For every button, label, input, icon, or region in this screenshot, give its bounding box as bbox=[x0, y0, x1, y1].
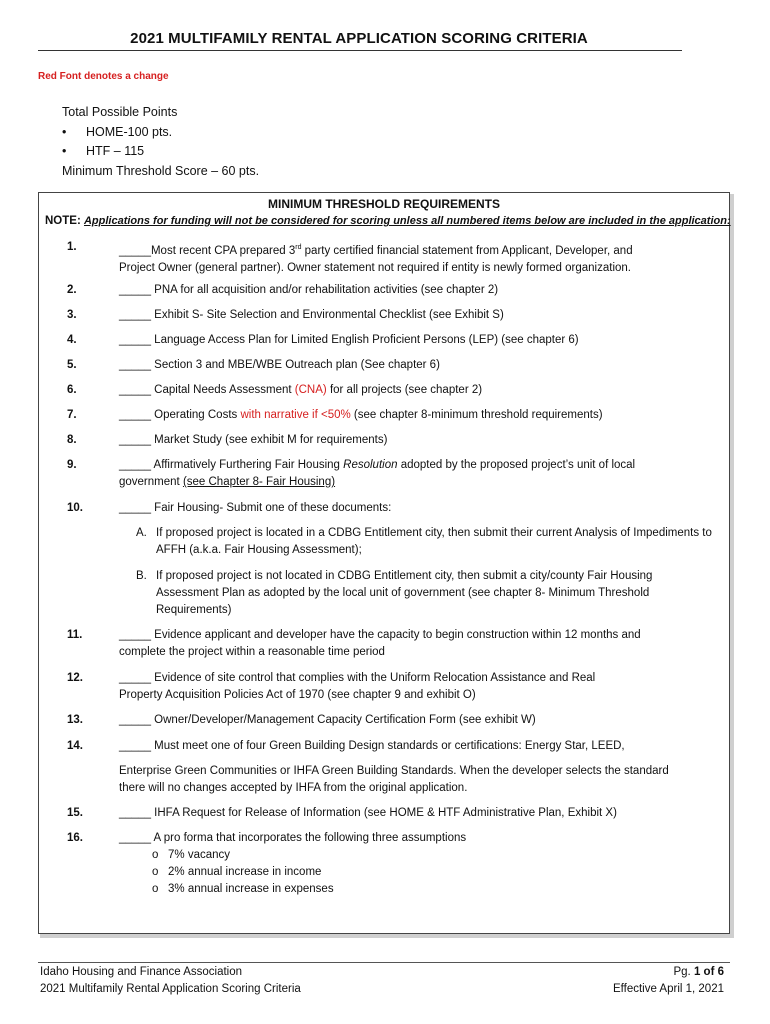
footer-doc: 2021 Multifamily Rental Application Scoring Criteria bbox=[40, 983, 301, 995]
requirements-note: NOTE: Applications for funding will not be considered for scoring unless all numbered items below are included in the application: bbox=[45, 215, 731, 227]
points-bullet: • HOME-100 pts. bbox=[62, 124, 173, 139]
change-text: with narrative if <50% bbox=[240, 409, 351, 421]
fair-housing-option: B. If proposed project is not located in CDBG Entitlement city, then submit a city/county Fair Housing Assessment Plan as adopted by the local unit of government (see chapter 8- Minimum Threshold Requirements) bbox=[136, 570, 653, 616]
red-font-note: Red Font denotes a change bbox=[38, 71, 169, 82]
total-points-section bbox=[62, 103, 259, 181]
change-text: (CNA) bbox=[294, 384, 327, 396]
points-bullet: • HTF – 115 bbox=[62, 144, 145, 158]
assumption-item: o 3% annual increase in expenses bbox=[152, 883, 334, 895]
assumption-item: o 2% annual increase in income bbox=[152, 866, 322, 878]
footer-left bbox=[40, 964, 301, 998]
points-heading: Total Possible Points bbox=[62, 105, 178, 119]
footer-divider bbox=[38, 962, 730, 963]
title-divider bbox=[38, 50, 682, 51]
footer-right bbox=[613, 964, 724, 998]
footer-org: Idaho Housing and Finance Association bbox=[40, 966, 243, 978]
page-title: 2021 MULTIFAMILY RENTAL APPLICATION SCORING CRITERIA bbox=[130, 30, 588, 47]
threshold-requirements-box: MINIMUM THRESHOLD REQUIREMENTS NOTE: Applications for funding will not be considered for scoring unless all numbered items below are included in the application: 1. _____Most recent CPA prepared 3rd party certified financial statement from Applicant, Developer, and Project Owner (general partner). Owner statement not required if entity is newly formed organization. 2. _____ PNA for all acquisition and/or rehabilitation activities (see chapter 2) 3. _____ Exhibit S- Site Selection and Environmental Checklist (see Exhibit S) 4. _____ Language Access Plan for Limited English Proficient Persons (LEP) (see chapter 6) 5. _____ Section 3 and MBE/WBE Outreach plan (See chapter 6) 6. _____ Capital Needs Assessment (CNA) for all projects (see chapter 2) 7. _____ Operating Costs with narrative if <50% (see chapter 8-minimum threshold requirements) 8. _____ Market Study (see exhibit M for requirements) 9. _____ Affirmatively Furthering Fair Housing Resolution adopted by the proposed project’s unit of local government (see Chapter 8- Fair Housing) 10. _____ Fair Housing- Submit one of these documents: A. If proposed project is located in a CDBG Entitlement city, then submit their current Analysis of Impediments to AFFH (a.k.a. Fair Housing Assessment); B. If proposed project is not located in CDBG Entitlement city, then submit a city/county Fair Housing Assessment Plan as adopted by the local unit of government (see chapter 8- Minimum Threshold Requirements) 11. _____ Evidence applicant and developer have the capacity to begin construction within 12 months and complete the project within a reasonable time period 12. _____ Evidence of site control that complies with the Uniform Relocation Assistance and Real Property Acquisition Policies Act of 1970 (see chapter 9 and exhibit O) 13. _____ Owner/Developer/Management Capacity Certification Form (see exhibit W) 14. _____ Must meet one of four Green Building Design standards or certifications: Energy Star, LEED, Enterprise Green Communities or IHFA Green Building Standards. When the developer selects the standard there will no changes accepted by IHFA from the original application. 15. _____ IHFA Request for Release of Information (see HOME & HTF Administrative Plan, Exhibit X) 16. _____ A pro forma that incorporates the following three assumptions o 7% vacancy o 2% annual increase in income o 3% annual increase in expenses bbox=[38, 192, 730, 934]
assumption-item: o 7% vacancy bbox=[152, 849, 231, 861]
threshold-score: Minimum Threshold Score – 60 pts. bbox=[62, 163, 260, 178]
box-title: MINIMUM THRESHOLD REQUIREMENTS bbox=[268, 197, 500, 211]
page-number: Pg. 1 of 6 bbox=[673, 966, 724, 978]
fair-housing-option: A. If proposed project is located in a CDBG Entitlement city, then submit their current Analysis of Impediments to AFFH (a.k.a. Fair Housing Assessment); bbox=[136, 527, 712, 556]
effective-date: Effective April 1, 2021 bbox=[612, 983, 724, 995]
